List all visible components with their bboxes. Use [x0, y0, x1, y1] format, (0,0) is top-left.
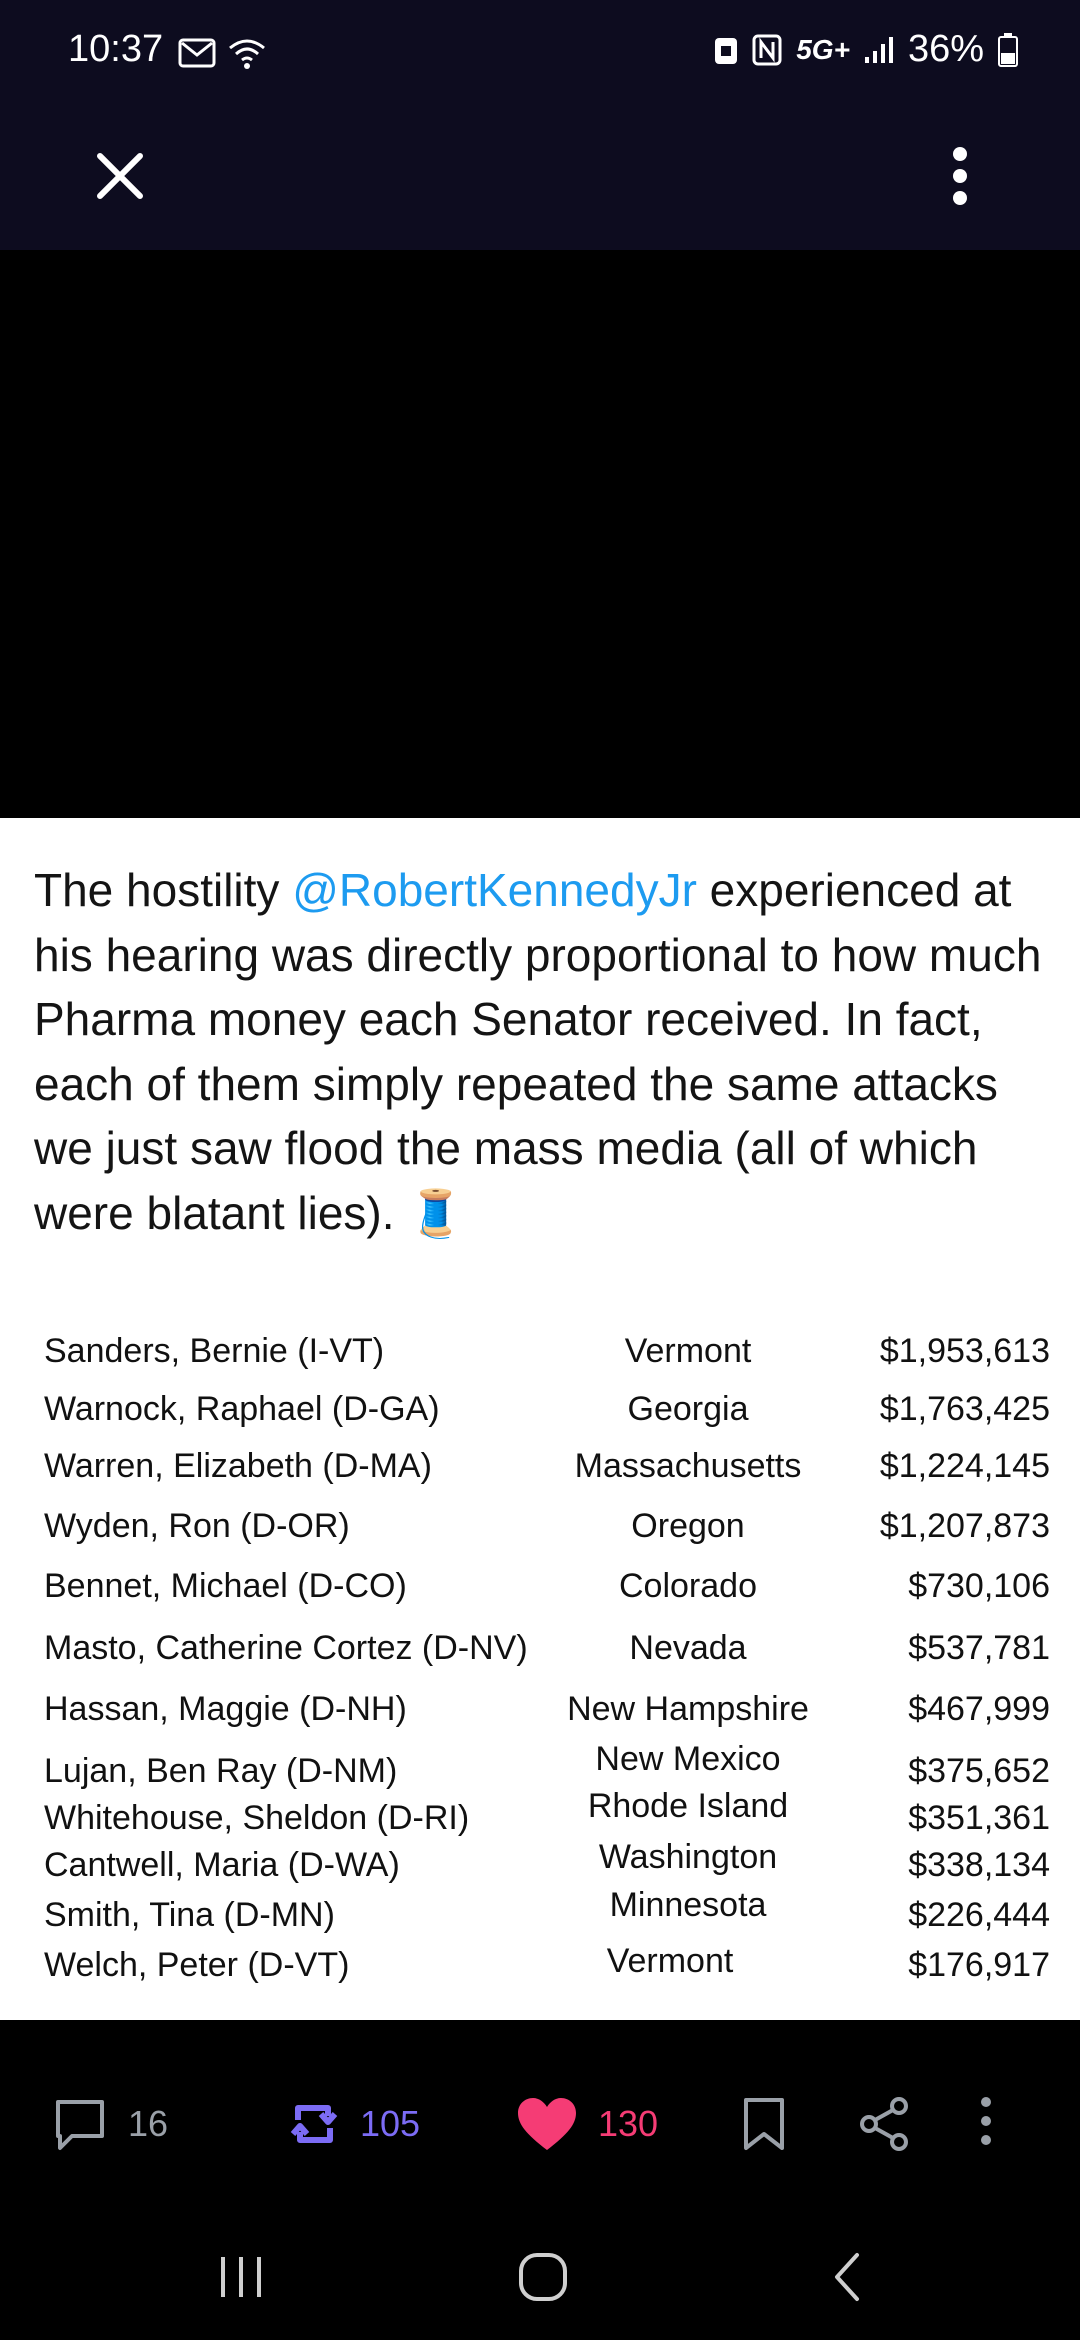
close-button[interactable]: [84, 140, 156, 212]
reply-count: 16: [128, 2103, 169, 2144]
senator-name: Lujan, Ben Ray (D-NM): [44, 1752, 398, 1790]
retweet-button[interactable]: [288, 2096, 420, 2152]
senator-name: Cantwell, Maria (D-WA): [44, 1846, 400, 1884]
more-vertical-icon: [980, 2096, 992, 2146]
recent-apps-button[interactable]: [196, 2242, 286, 2312]
pharma-amount: $375,652: [908, 1752, 1050, 1790]
pharma-amount: $1,207,873: [879, 1507, 1050, 1545]
status-time: 10:37: [68, 28, 164, 70]
share-icon: [858, 2096, 910, 2152]
pharma-amount: $467,999: [908, 1690, 1050, 1728]
home-icon: [517, 2251, 569, 2303]
table-row: [0, 1740, 1080, 1798]
senator-funding-table: [0, 818, 1080, 2020]
media-viewer[interactable]: [0, 250, 1080, 2090]
network-type: 5G+: [796, 33, 850, 65]
table-row: [0, 1332, 1080, 1378]
tweet-text: The hostility @RobertKennedyJr experienced at his hearing was directly proportional to how much Pharma money each Senator received. In fact, each of them simply repeated the same attacks we just saw flood the mass media (all of which were blatant lies). 🧵: [34, 864, 1042, 1239]
senator-name: Hassan, Maggie (D-NH): [44, 1690, 407, 1728]
system-navigation-bar: [0, 2220, 1080, 2340]
recent-apps-icon: [217, 2255, 265, 2299]
signal-icon: [864, 35, 894, 65]
tweet-screenshot-image: [0, 818, 1080, 2020]
mail-icon: [178, 38, 216, 68]
nfc-icon: [752, 34, 782, 66]
pharma-amount: $1,763,425: [879, 1390, 1050, 1428]
table-row: [0, 1567, 1080, 1613]
more-vertical-icon: [952, 146, 968, 206]
table-row: [0, 1942, 1080, 1992]
senator-name: Warren, Elizabeth (D-MA): [44, 1447, 432, 1485]
reply-button[interactable]: [52, 2096, 168, 2152]
pharma-amount: $1,224,145: [879, 1447, 1050, 1485]
senator-state: Colorado: [619, 1567, 757, 1605]
senator-name: Welch, Peter (D-VT): [44, 1946, 350, 1984]
wifi-icon: [228, 36, 266, 70]
pharma-amount: $226,444: [908, 1896, 1050, 1934]
bookmark-icon: [742, 2096, 786, 2152]
back-icon: [829, 2251, 865, 2303]
mention-link: @RobertKennedyJr: [292, 864, 697, 916]
senator-state: Nevada: [629, 1629, 747, 1667]
battery-percent: 36%: [907, 28, 984, 70]
senator-name: Masto, Catherine Cortez (D-NV): [44, 1629, 528, 1667]
senator-name: Bennet, Michael (D-CO): [44, 1567, 407, 1605]
senator-state: Massachusetts: [574, 1447, 802, 1485]
senator-name: Whitehouse, Sheldon (D-RI): [44, 1799, 470, 1837]
table-row: [0, 1838, 1080, 1892]
senator-state: Georgia: [627, 1390, 749, 1428]
share-button[interactable]: [858, 2096, 910, 2152]
pharma-amount: $730,106: [908, 1567, 1050, 1605]
table-row: [0, 1447, 1080, 1493]
senator-state: New Mexico: [595, 1740, 781, 1778]
table-row: [0, 1690, 1080, 1736]
more-options-button[interactable]: [924, 134, 996, 218]
table-row: [0, 1886, 1080, 1942]
bookmark-button[interactable]: [742, 2096, 786, 2152]
tweet-action-bar: [0, 2070, 1080, 2180]
pharma-amount: $338,134: [908, 1846, 1050, 1884]
pharma-amount: $176,917: [908, 1946, 1050, 1984]
home-button[interactable]: [498, 2242, 588, 2312]
close-icon: [96, 152, 144, 200]
retweet-icon: [288, 2096, 340, 2152]
table-row: [0, 1629, 1080, 1675]
like-button[interactable]: [516, 2096, 658, 2152]
pharma-amount: $1,953,613: [879, 1332, 1050, 1370]
like-count: 130: [598, 2103, 659, 2144]
table-row: [0, 1787, 1080, 1845]
battery-icon: [998, 33, 1018, 67]
senator-state: Oregon: [631, 1507, 745, 1545]
pharma-amount: $537,781: [908, 1629, 1050, 1667]
senator-state: Minnesota: [609, 1886, 767, 1924]
tweet-more-button[interactable]: [980, 2096, 992, 2146]
status-bar: [0, 0, 1080, 104]
senator-name: Wyden, Ron (D-OR): [44, 1507, 350, 1545]
retweet-count: 105: [360, 2103, 421, 2144]
reply-icon: [52, 2096, 108, 2152]
senator-name: Warnock, Raphael (D-GA): [44, 1390, 440, 1428]
media-viewer-header: [0, 104, 1080, 250]
senator-state: New Hampshire: [567, 1690, 809, 1728]
pharma-amount: $351,361: [908, 1799, 1050, 1837]
senator-name: Sanders, Bernie (I-VT): [44, 1332, 385, 1370]
lock-app-icon: [714, 34, 738, 66]
back-button[interactable]: [802, 2242, 892, 2312]
senator-state: Vermont: [606, 1942, 734, 1980]
senator-state: Washington: [598, 1838, 778, 1876]
heart-icon: [516, 2096, 578, 2152]
senator-state: Vermont: [624, 1332, 752, 1370]
table-row: [0, 1507, 1080, 1553]
senator-name: Smith, Tina (D-MN): [44, 1896, 335, 1934]
senator-state: Rhode Island: [587, 1787, 789, 1825]
table-row: [0, 1390, 1080, 1436]
